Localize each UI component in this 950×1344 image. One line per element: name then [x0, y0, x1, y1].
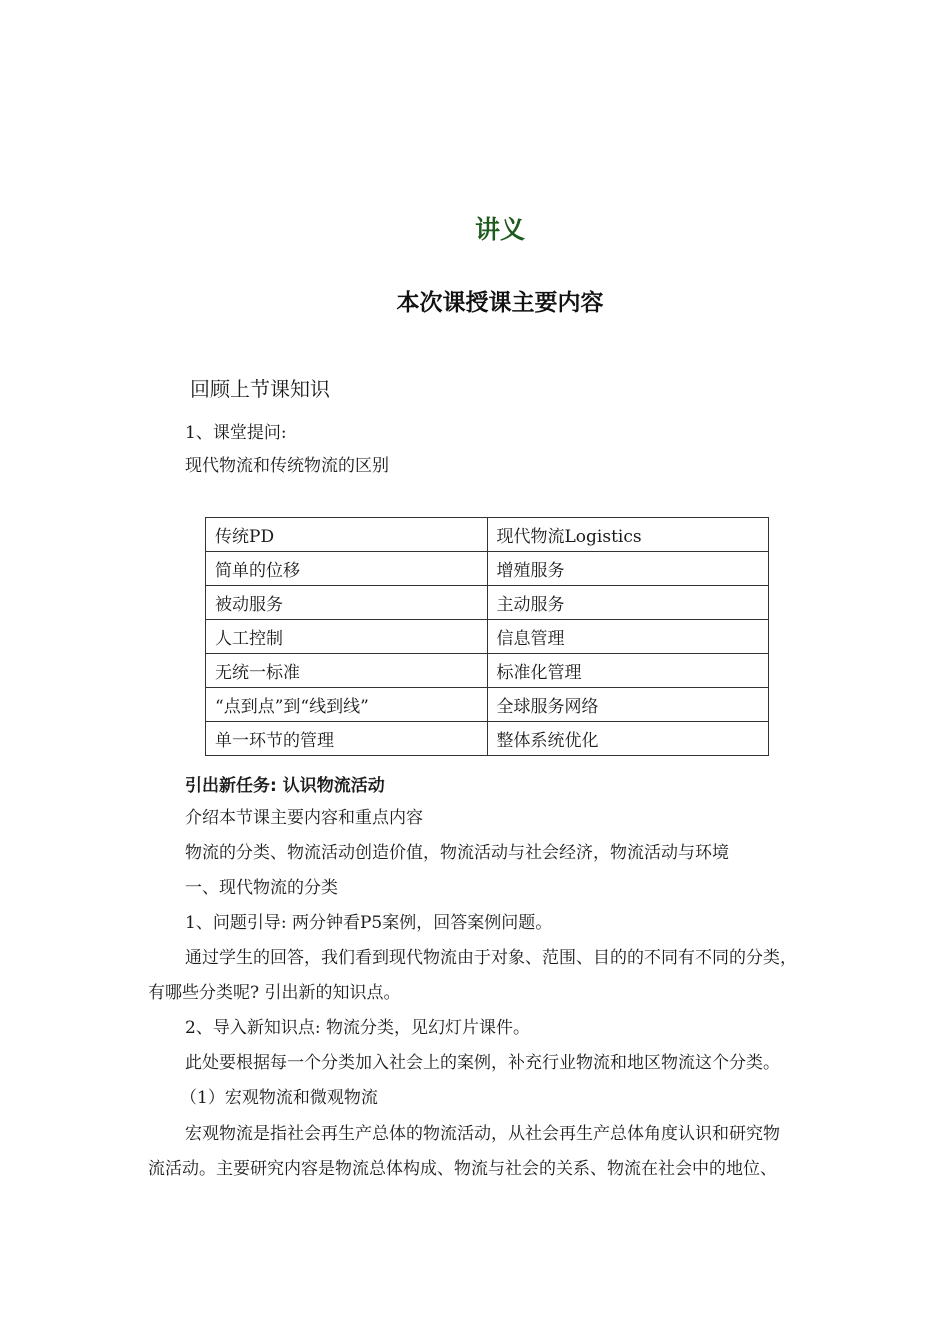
comparison-table [205, 517, 769, 756]
table-row [206, 654, 769, 688]
lesson-subtitle: 本次课授课主要内容 [396, 290, 604, 316]
step-two: 2、导入新知识点: 物流分类，见幻灯片课件。 [185, 1018, 530, 1038]
table-cell-modern: 主动服务 [487, 586, 769, 620]
table-row [206, 586, 769, 620]
subsection-heading: （1）宏观物流和微观物流 [180, 1088, 378, 1108]
table-row [206, 722, 769, 756]
table-cell-traditional: 单一环节的管理 [206, 722, 488, 756]
paragraph-three-line1: 宏观物流是指社会再生产总体的物流活动，从社会再生产总体角度认识和研究物 [185, 1124, 780, 1144]
table-cell-traditional: 传统PD [206, 518, 488, 552]
question-text: 现代物流和传统物流的区别 [185, 456, 389, 476]
table-cell-modern: 增殖服务 [487, 552, 769, 586]
table-cell-traditional: 无统一标准 [206, 654, 488, 688]
table-row [206, 518, 769, 552]
section-heading: 一、现代物流的分类 [185, 878, 338, 898]
step-one: 1、问题引导: 两分钟看P5案例，回答案例问题。 [185, 913, 553, 933]
table-cell-traditional: “点到点”到“线到线” [206, 688, 488, 722]
new-task-heading: 引出新任务: 认识物流活动 [185, 776, 385, 796]
paragraph-two: 此处要根据每一个分类加入社会上的案例，补充行业物流和地区物流这个分类。 [185, 1053, 780, 1073]
topics-text: 物流的分类、物流活动创造价值，物流活动与社会经济，物流活动与环境 [185, 843, 729, 863]
table-row [206, 688, 769, 722]
table-cell-modern: 全球服务网络 [487, 688, 769, 722]
table-cell-traditional: 简单的位移 [206, 552, 488, 586]
paragraph-one-line1: 通过学生的回答，我们看到现代物流由于对象、范围、目的的不同有不同的分类， [185, 948, 797, 968]
handout-title: 讲义 [474, 215, 525, 244]
question-label: 1、课堂提问: [185, 423, 287, 443]
table-row [206, 620, 769, 654]
table-cell-modern: 标准化管理 [487, 654, 769, 688]
table-cell-traditional: 人工控制 [206, 620, 488, 654]
table-cell-modern: 整体系统优化 [487, 722, 769, 756]
table-cell-modern: 信息管理 [487, 620, 769, 654]
intro-text: 介绍本节课主要内容和重点内容 [185, 808, 423, 828]
paragraph-one-line2: 有哪些分类呢? 引出新的知识点。 [148, 983, 401, 1003]
paragraph-three-line2: 流活动。主要研究内容是物流总体构成、物流与社会的关系、物流在社会中的地位、 [148, 1159, 777, 1179]
table-cell-modern: 现代物流Logistics [487, 518, 769, 552]
table-cell-traditional: 被动服务 [206, 586, 488, 620]
review-heading: 回顾上节课知识 [190, 377, 330, 401]
table-row [206, 552, 769, 586]
